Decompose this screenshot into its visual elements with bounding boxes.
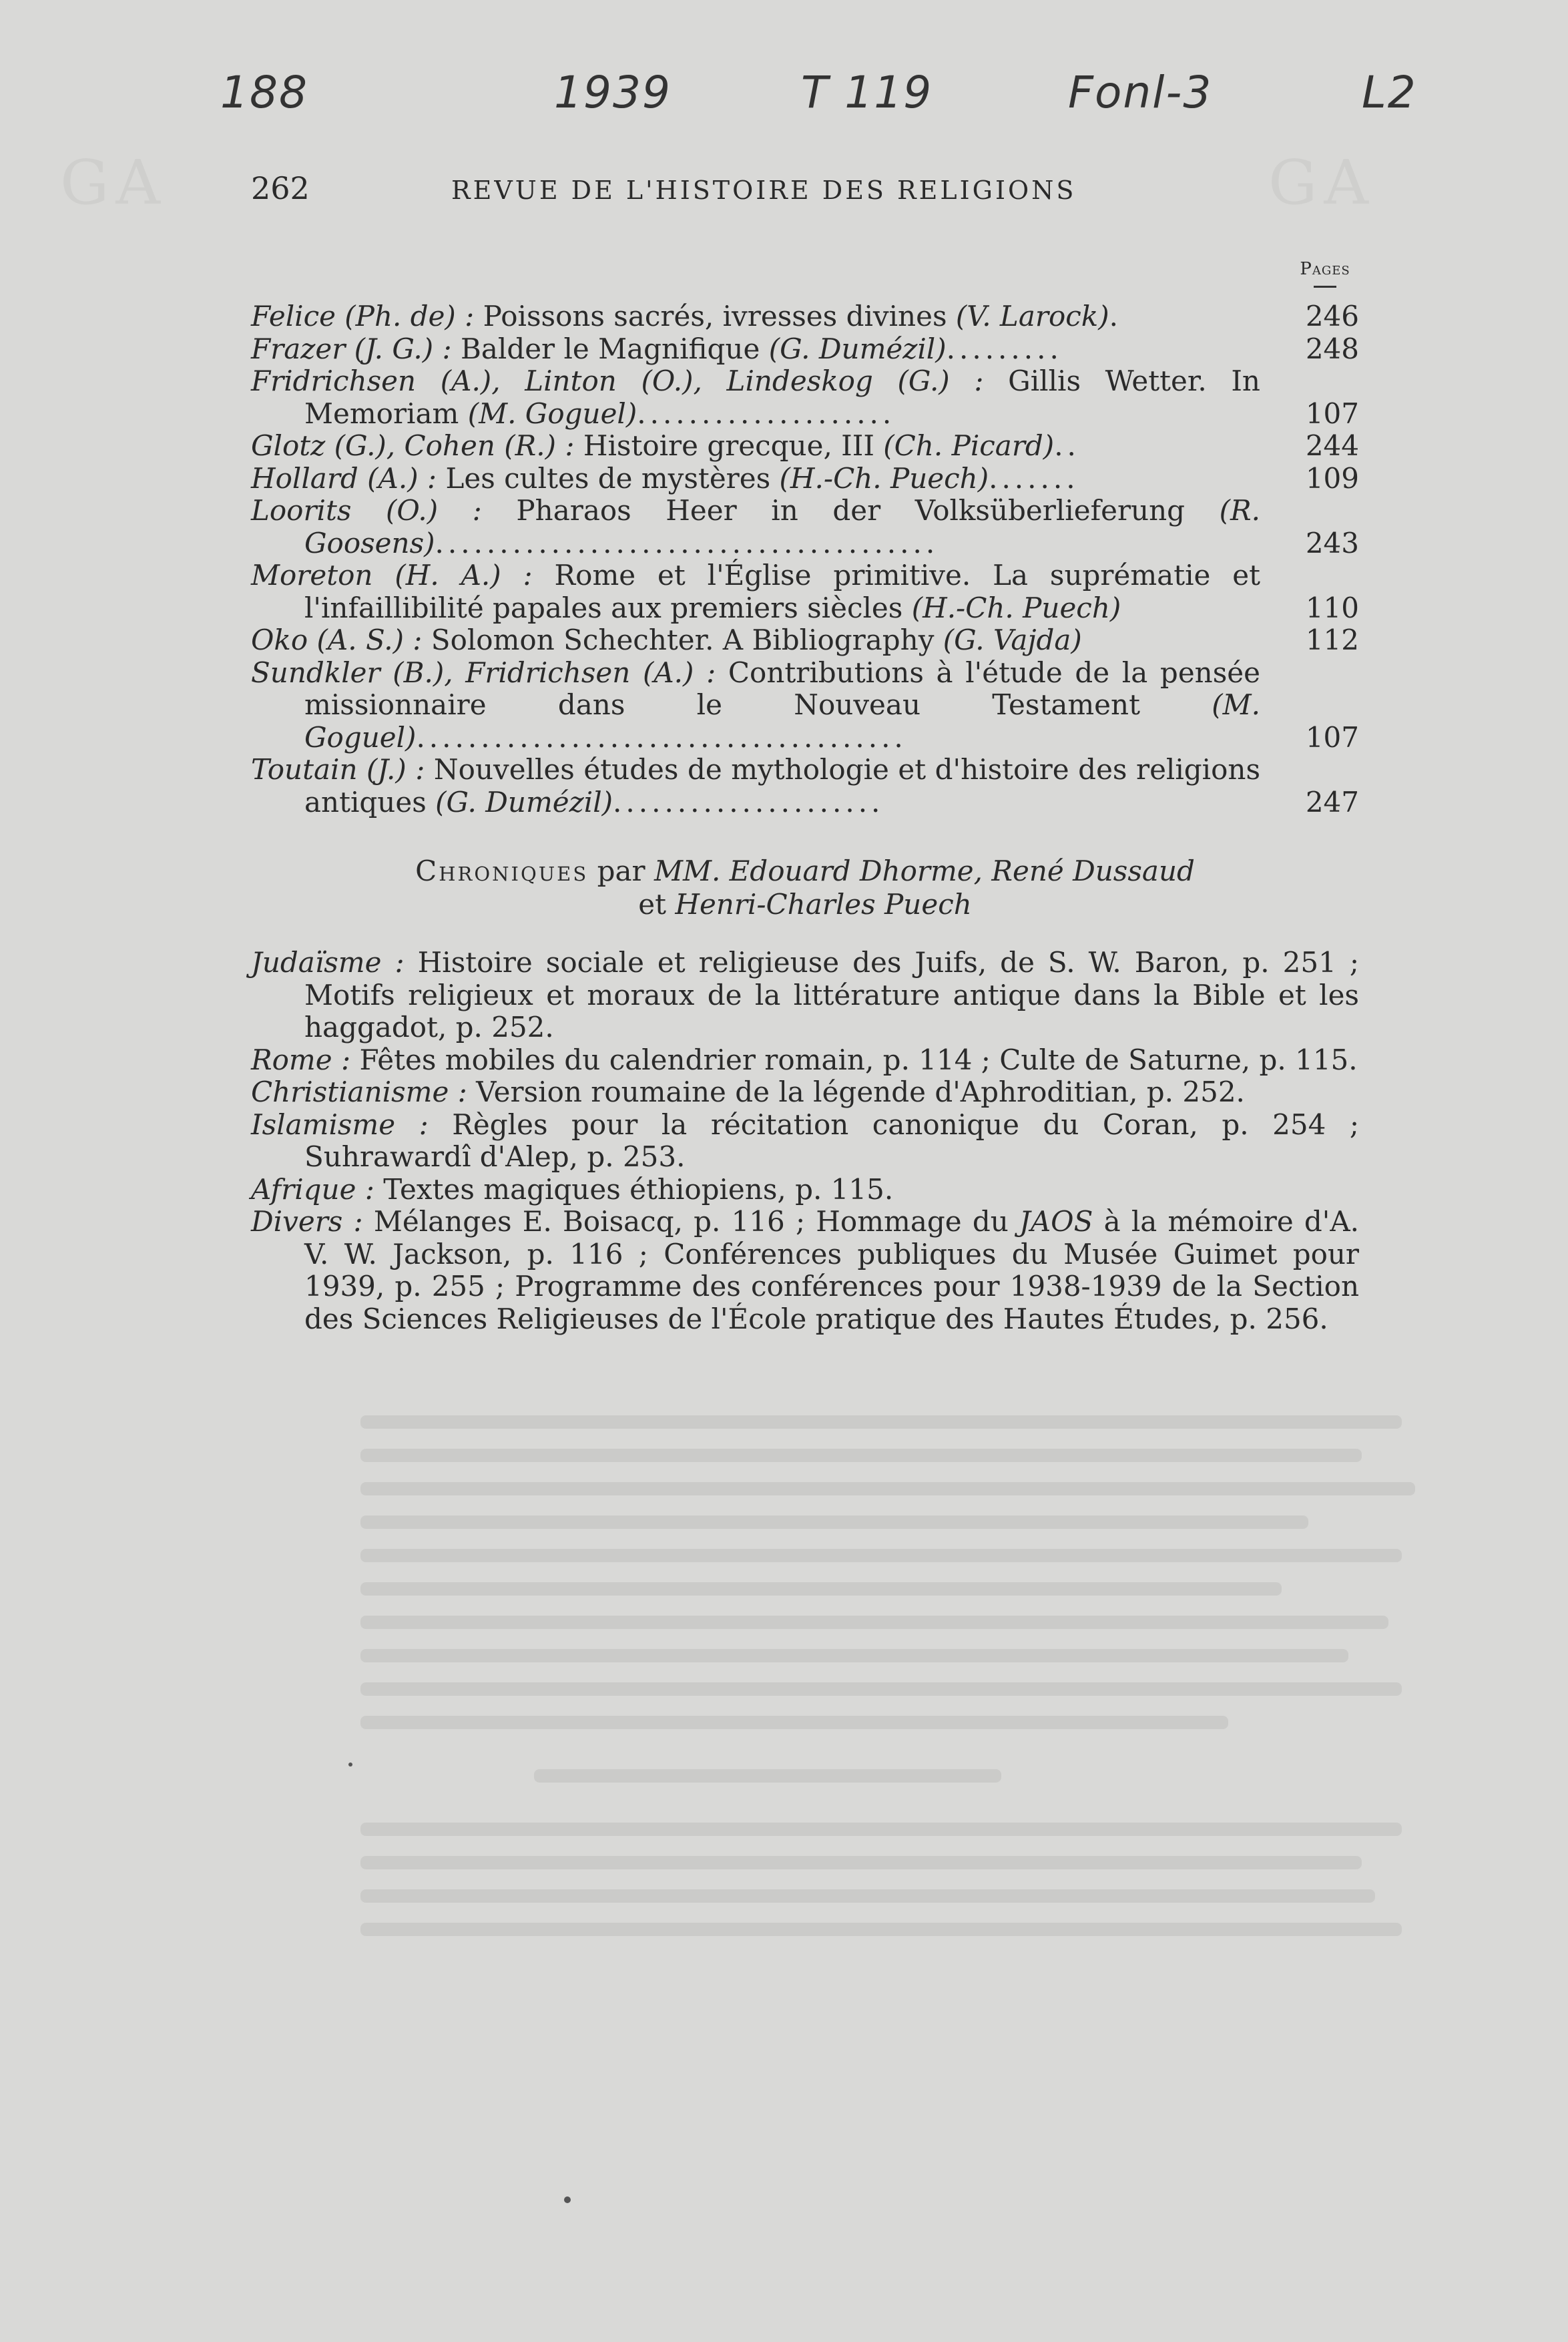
pages-label: Pages (1300, 259, 1350, 279)
entry-author: Sundkler (B.), Fridrichsen (A.) : (251, 656, 716, 689)
entry-reviewer: (H.-Ch. Puech) (911, 591, 1121, 624)
handwritten-mark: Fonl-3 (1068, 67, 1213, 118)
entry-title: Poissons sacrés, ivresses divines (474, 300, 956, 332)
chronicle-label: Islamisme : (251, 1108, 429, 1141)
list-item (251, 365, 1359, 430)
list-item (251, 1076, 1359, 1109)
entry-reviewer: (G. Vajda) (943, 624, 1082, 656)
entry-leader: ..................... (613, 785, 884, 818)
chroniques-heading (251, 855, 1359, 921)
entry-author: Hollard (A.) : (251, 461, 437, 495)
entry-title: Les cultes de mystères (437, 461, 780, 495)
list-item (251, 657, 1359, 754)
review-entries (251, 300, 1359, 818)
list-item (251, 1109, 1359, 1174)
chronicle-label: Afrique : (251, 1172, 374, 1206)
entry-page: 247 (1305, 785, 1359, 818)
entry-reviewer: (H.-Ch. Puech) (779, 461, 989, 495)
entry-title: Contributions à l'étude de la pensée missionnaire dans le Nouveau Testament (304, 656, 1260, 721)
entry-author: Toutain (J.) : (251, 753, 425, 786)
list-item (251, 624, 1359, 657)
entry-leader: ...................................... (416, 720, 907, 754)
entry-author: Frazer (J. G.) : (251, 332, 452, 365)
heading-word: Chroniques (415, 855, 589, 887)
entry-title: Pharaos Heer in der Volksüberlieferung (481, 494, 1220, 527)
list-item (251, 947, 1359, 1044)
ink-speck (564, 2196, 571, 2203)
pages-column-header (1288, 259, 1362, 288)
entry-author: Felice (Ph. de) : (251, 300, 475, 332)
entry-title: Gillis Wetter. In Memoriam (304, 365, 1260, 430)
list-item (251, 754, 1359, 818)
entry-author: Moreton (H. A.) : (251, 559, 533, 592)
entry-leader: . (1109, 300, 1122, 332)
entry-page: 243 (1305, 526, 1359, 559)
heading-authors: MM. Edouard Dhorme, René Dussaud (654, 855, 1195, 887)
list-item (251, 463, 1359, 495)
handwritten-mark: 1939 (554, 67, 672, 118)
handwritten-mark: T 119 (801, 67, 933, 118)
handwritten-mark: 188 (220, 67, 308, 118)
entry-page: 248 (1305, 332, 1359, 365)
entry-title: Nouvelles études de mythologie et d'histoire des religions antiques (304, 753, 1260, 818)
entry-leader: ....... (989, 461, 1079, 495)
entry-page: 246 (1305, 300, 1359, 332)
entry-leader: ....................................... (435, 526, 939, 559)
entry-author: Oko (A. S.) : (251, 624, 423, 656)
chronicle-text: à la mémoire d'A. V. W. Jackson, p. 116 ; Conférences publiques du Musée Guimet pour 1939, p. 255 ; Programme des conférences pour 1938-1939 de la Section des Sciences Religieuses de l'École pratique des Hautes Études, p. 256. (304, 1205, 1360, 1335)
entry-author: Fridrichsen (A.), Linton (O.), Lindeskog (G.) : (251, 365, 984, 397)
entry-reviewer: (Ch. Picard) (883, 429, 1055, 462)
chronicle-text: Textes magiques éthiopiens, p. 115. (374, 1172, 894, 1206)
entry-reviewer: (G. Dumézil) (768, 332, 947, 365)
heading-authors: Henri-Charles Puech (675, 888, 972, 921)
entry-author: Glotz (G.), Cohen (R.) : (251, 429, 575, 462)
entry-reviewer: (R. Goosens) (304, 494, 1260, 559)
entry-leader: .. (1054, 429, 1080, 462)
list-item (251, 300, 1359, 333)
chronicle-list (251, 947, 1359, 1335)
entry-reviewer: (M. Goguel) (304, 688, 1260, 754)
chronicle-text: Mélanges E. Boisacq, p. 116 ; Hommage du (362, 1205, 1020, 1238)
entry-leader: ......... (946, 332, 1063, 365)
chronicle-label: Divers : (251, 1205, 363, 1238)
list-item (251, 430, 1359, 463)
list-item (251, 333, 1359, 366)
list-item (251, 1174, 1359, 1206)
heading-text: et (638, 888, 676, 921)
entry-title: Histoire grecque, III (574, 429, 884, 462)
page-number: 262 (251, 170, 310, 206)
entry-author: Loorits (O.) : (251, 494, 482, 527)
chronicle-text: Version roumaine de la légende d'Aphroditian, p. 252. (467, 1076, 1245, 1108)
handwritten-mark: L2 (1362, 67, 1417, 118)
entry-title: Solomon Schechter. A Bibliography (422, 624, 943, 656)
divider (1314, 286, 1336, 288)
chronicle-text: Histoire sociale et religieuse des Juifs, de S. W. Baron, p. 251 ; Motifs religieux et moraux de la littérature antique dans la Bible et les haggadot, p. 252. (304, 946, 1359, 1043)
entry-page: 109 (1305, 461, 1359, 495)
entry-title: Rome et l'Église primitive. La suprématie et l'infaillibilité papales aux premiers siècles (304, 559, 1260, 624)
entry-page: 110 (1305, 591, 1359, 624)
list-item (251, 559, 1359, 624)
chronicle-text: Fêtes mobiles du calendrier romain, p. 114 ; Culte de Saturne, p. 115. (350, 1043, 1358, 1076)
chronicle-label: Judaïsme : (251, 946, 405, 979)
entry-page: 107 (1305, 720, 1359, 754)
entry-leader: .................... (637, 397, 896, 430)
list-item (251, 1044, 1359, 1077)
chronicle-label: Christianisme : (251, 1076, 467, 1108)
entry-reviewer: (M. Goguel) (467, 397, 637, 430)
chronicle-label: Rome : (251, 1043, 351, 1076)
entry-reviewer: (V. Larock) (955, 300, 1109, 332)
list-item (251, 495, 1359, 559)
entry-page: 107 (1305, 397, 1359, 430)
chronicle-text: Règles pour la récitation canonique du Coran, p. 254 ; Suhrawardî d'Alep, p. 253. (304, 1108, 1359, 1173)
entry-reviewer: (G. Dumézil) (435, 785, 613, 818)
bleed-through: GA GA (0, 0, 1568, 2342)
journal-title: REVUE DE L'HISTOIRE DES RELIGIONS (451, 176, 1077, 205)
list-item (251, 1206, 1359, 1335)
entry-page: 244 (1305, 429, 1359, 462)
heading-text: par (588, 855, 654, 887)
chronicle-text: JAOS (1019, 1205, 1093, 1238)
entry-title: Balder le Magnifique (451, 332, 769, 365)
ink-speck (348, 1763, 352, 1767)
entry-page: 112 (1305, 624, 1359, 656)
